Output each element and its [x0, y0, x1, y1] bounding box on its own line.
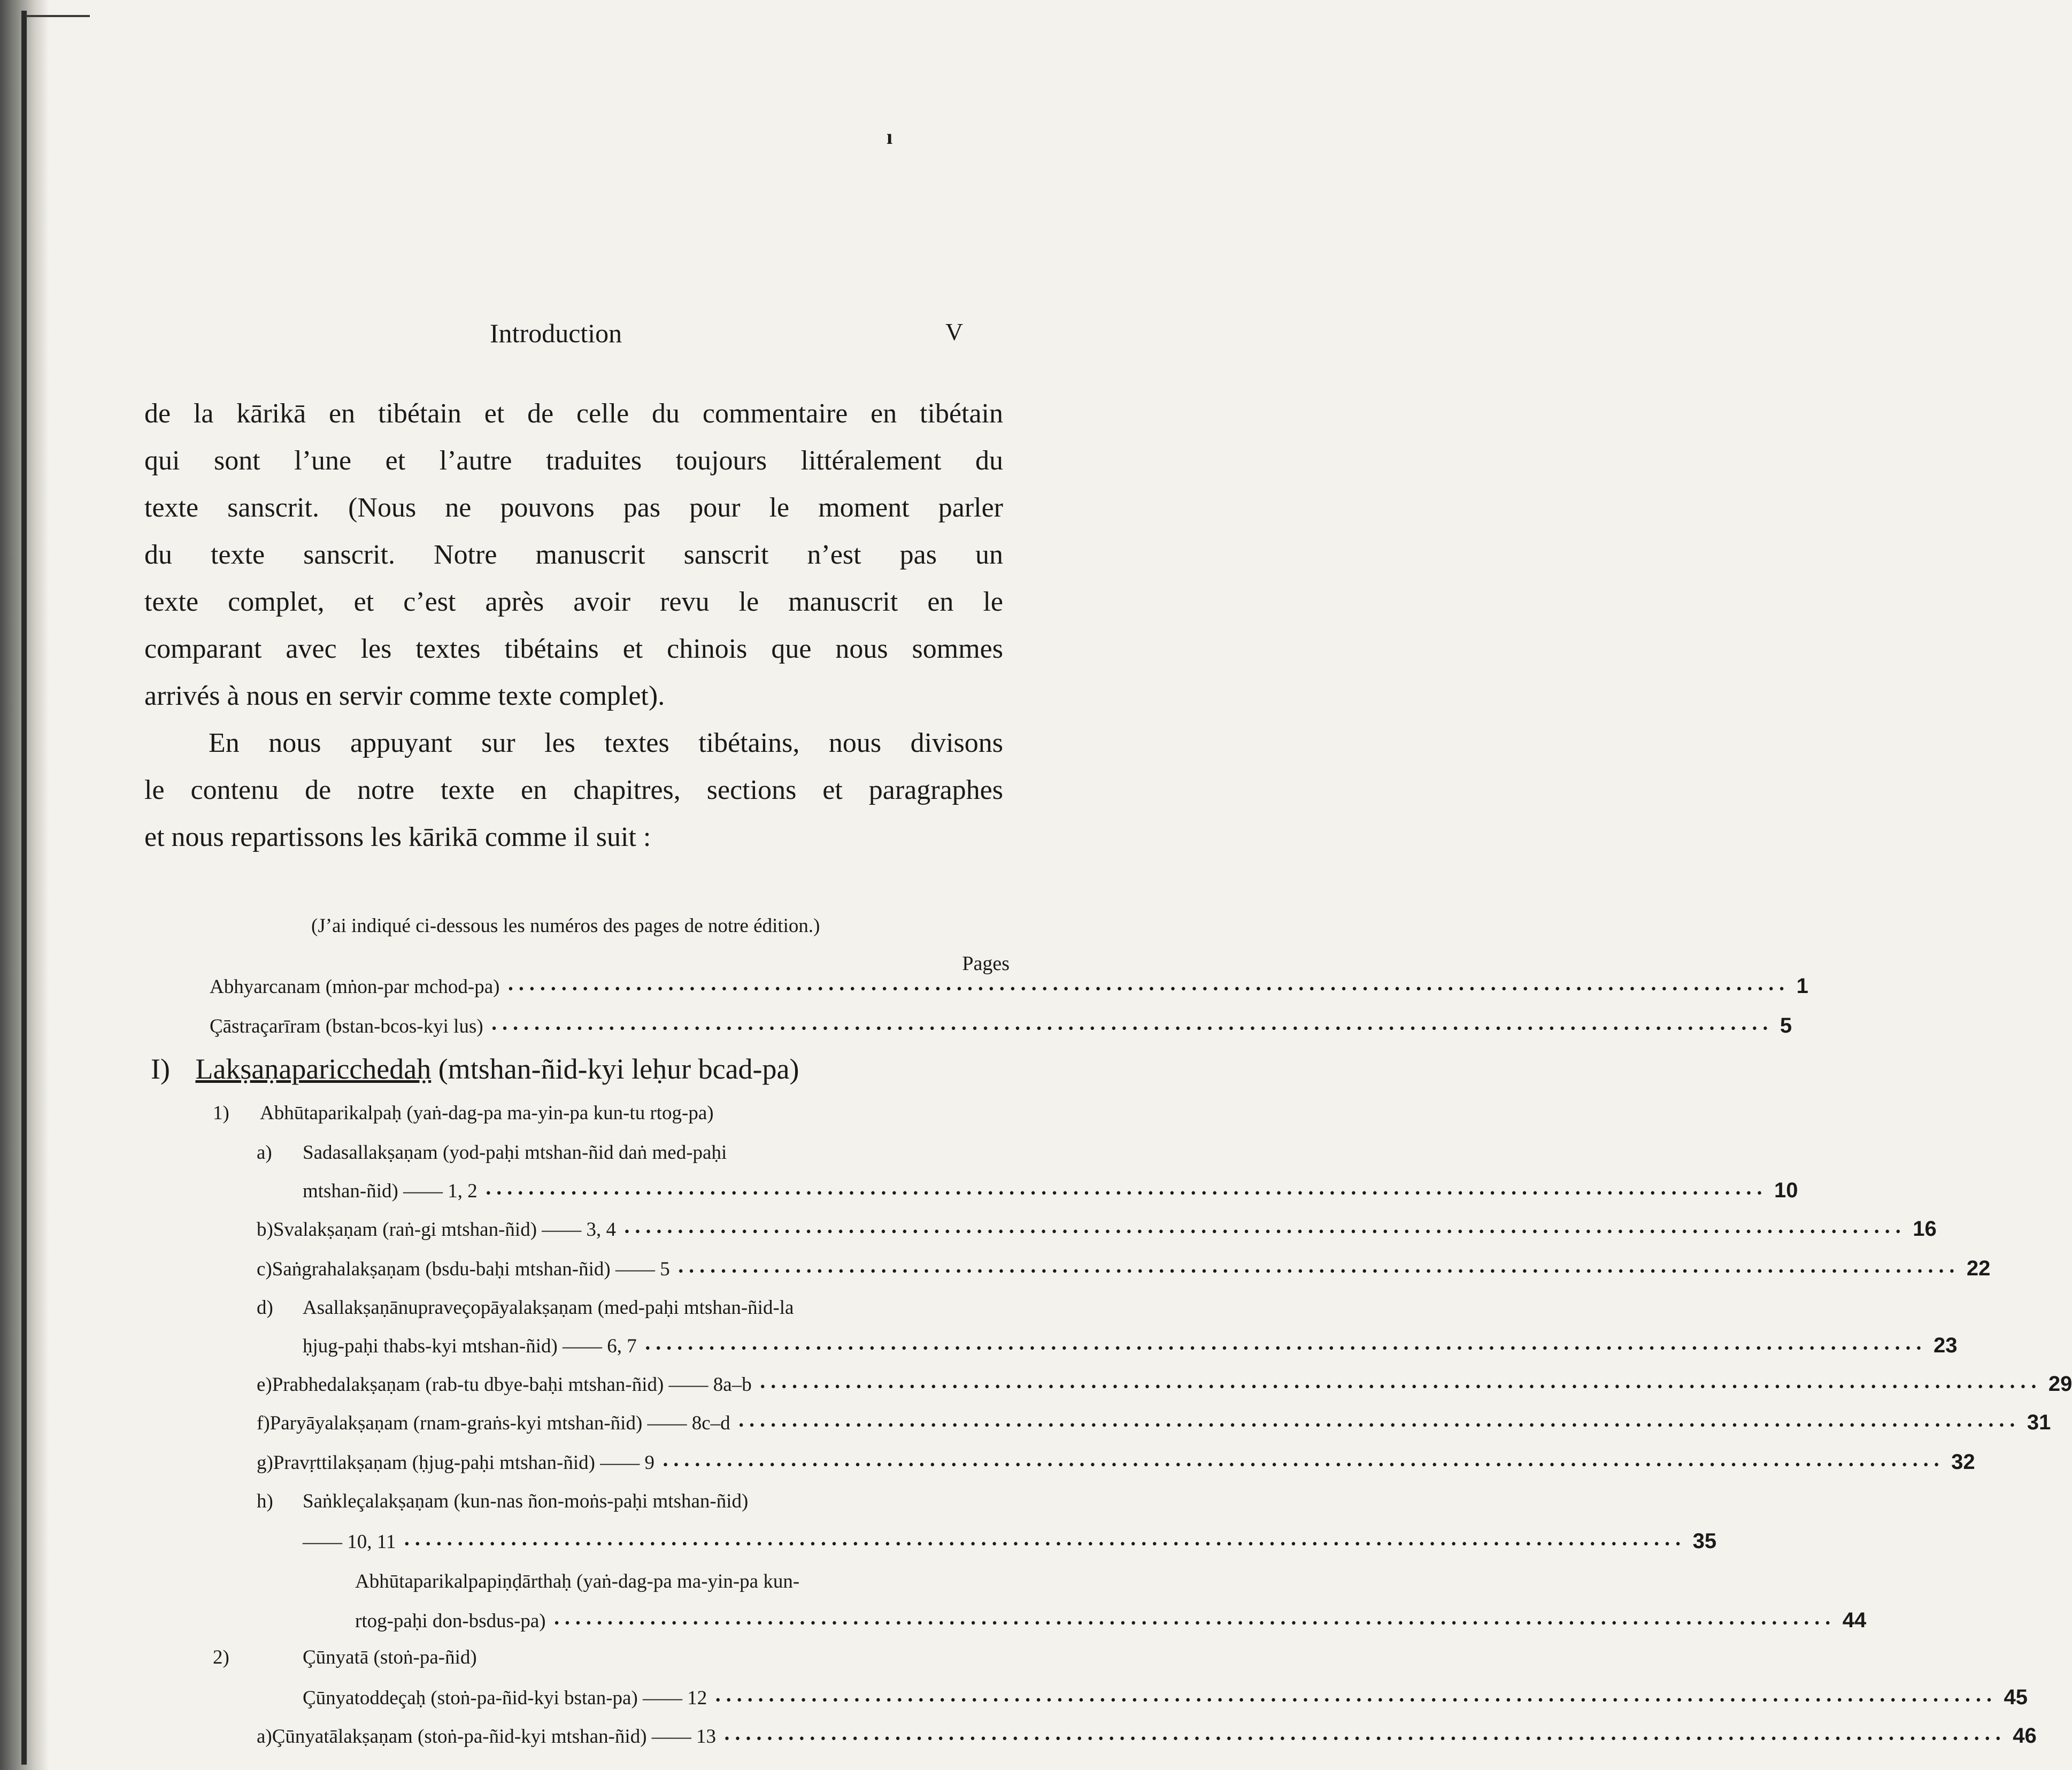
- entry-label: h): [257, 1490, 273, 1512]
- leader-dots: ••••••••••••••••••••••••••••••••••••••••••••••••••••••••••••••••••••••••••••••••••••••••••••••••••••••••••••••••••••••••: [677, 1265, 1959, 1279]
- toc-section: [213, 1646, 1010, 1678]
- leader-dots: ••••••••••••••••••••••••••••••••••••••••••••••••••••••••••••••••••••••••••••••••••••••••••••••••••••••••••••••••••••••••: [484, 1187, 1767, 1200]
- toc-page-number: 10: [1774, 1179, 1798, 1202]
- pages-column-header: Pages: [962, 952, 1010, 975]
- entry-label: c): [257, 1258, 272, 1280]
- toc-entry: [257, 1141, 1010, 1173]
- toc-section: [213, 1102, 1010, 1134]
- leader-dots: ••••••••••••••••••••••••••••••••••••••••••••••••••••••••••••••••••••••••••••••••••••••••••••••••••••••••••••••••••••••••: [507, 983, 1789, 996]
- leader-dots: ••••••••••••••••••••••••••••••••••••••••••••••••••••••••••••••••••••••••••••••••••••••••••••••••••••••••••••••••••••••••: [553, 1617, 1835, 1630]
- chapter-tibetan: (mtshan-ñid-kyi leḥur bcad-pa): [438, 1053, 799, 1085]
- toc-entry: [257, 1450, 1975, 1482]
- entry-label: b): [257, 1219, 273, 1241]
- leader-dots: ••••••••••••••••••••••••••••••••••••••••••••••••••••••••••••••••••••••••••••••••••••••••••••••••••••••••••••••••••••••••: [403, 1538, 1685, 1551]
- toc-entry: [257, 1257, 1991, 1289]
- toc-entry-title: —— 10, 11: [303, 1531, 396, 1553]
- section-title: Çūnyatā (stoṅ-pa-ñid): [303, 1646, 477, 1668]
- stray-mark: ı: [887, 125, 893, 149]
- binding-shadow-line: [21, 11, 27, 1765]
- leader-dots: ••••••••••••••••••••••••••••••••••••••••••••••••••••••••••••••••••••••••••••••••••••••••••••••••••••••••••••••••••••••••: [490, 1022, 1773, 1036]
- toc-entry: [257, 1296, 1010, 1328]
- toc-entry-title: Abhyarcanam (mṅon-par mchod-pa): [210, 976, 500, 998]
- toc-page-number: 1: [1796, 974, 1808, 998]
- section-label: 2): [213, 1646, 229, 1668]
- toc-entry-continuation: [355, 1609, 1867, 1641]
- toc-entry-title: Prabhedalakṣaṇam (rab-tu dbye-baḥi mtshan-ñid) —— 8a–b: [272, 1374, 752, 1396]
- toc-entry-title: Paryāyalakṣaṇam (rnam-graṅs-kyi mtshan-ñid) —— 8c–d: [269, 1412, 730, 1434]
- corner-mark: [26, 15, 90, 17]
- toc-entry-continuation: [303, 1179, 1798, 1211]
- toc-entry-title: ḥjug-paḥi thabs-kyi mtshan-ñid) —— 6, 7: [303, 1335, 637, 1357]
- page-number: V: [945, 318, 964, 345]
- toc-entry-title: Svalakṣaṇam (raṅ-gi mtshan-ñid) —— 3, 4: [273, 1219, 617, 1241]
- leader-dots: ••••••••••••••••••••••••••••••••••••••••••••••••••••••••••••••••••••••••••••••••••••••••••••••••••••••••••••••••••••••••: [759, 1381, 2041, 1394]
- toc-entry-continuation: [303, 1334, 1958, 1366]
- toc-entry-title: Çāstraçarīram (bstan-bcos-kyi lus): [210, 1015, 483, 1037]
- toc-entry: [355, 1570, 1010, 1602]
- toc-entry: [303, 1686, 2028, 1718]
- toc-note: (J’ai indiqué ci-dessous les numéros des pages de notre édition.): [311, 915, 820, 937]
- toc-entry-title: Abhūtaparikalpapiṇḍārthaḥ (yaṅ-dag-pa ma-yin-pa kun-: [355, 1571, 800, 1592]
- toc-entry-title: Çūnyatoddeçaḥ (stoṅ-pa-ñid-kyi bstan-pa) —— 12: [303, 1687, 707, 1709]
- body-line: comparant avec les textes tibétains et chinois que nous sommes: [144, 634, 1003, 664]
- toc-entry: [257, 1411, 2051, 1443]
- body-line: et nous repartissons les kārikā comme il suit :: [144, 822, 651, 852]
- leader-dots: ••••••••••••••••••••••••••••••••••••••••••••••••••••••••••••••••••••••••••••••••••••••••••••••••••••••••••••••••••••••••: [714, 1694, 1997, 1707]
- entry-label: a): [257, 1726, 272, 1748]
- body-line: de la kārikā en tibétain et de celle du commentaire en tibétain: [144, 398, 1003, 429]
- body-line: qui sont l’une et l’autre traduites toujours littéralement du: [144, 445, 1003, 476]
- body-line: du texte sanscrit. Notre manuscrit sanscrit n’est pas un: [144, 540, 1003, 570]
- toc-entry-title: Saṅgrahalakṣaṇam (bsdu-baḥi mtshan-ñid) —— 5: [272, 1258, 670, 1280]
- leader-dots: ••••••••••••••••••••••••••••••••••••••••••••••••••••••••••••••••••••••••••••••••••••••••••••••••••••••••••••••••••••••••: [644, 1342, 1926, 1356]
- toc-page-number: 5: [1780, 1014, 1792, 1037]
- entry-label: g): [257, 1452, 273, 1474]
- chapter-heading: [151, 1052, 799, 1086]
- chapter-title: Lakṣaṇaparicchedaḥ: [195, 1053, 432, 1085]
- toc-page-number: 44: [1842, 1609, 1867, 1632]
- toc-entry-title: mtshan-ñid) —— 1, 2: [303, 1180, 477, 1202]
- leader-dots: ••••••••••••••••••••••••••••••••••••••••••••••••••••••••••••••••••••••••••••••••••••••••••••••••••••••••••••••••••••••••: [737, 1419, 2020, 1433]
- toc-page-number: 22: [1966, 1257, 1991, 1280]
- toc-entry-title: Pravṛttilakṣaṇam (ḥjug-paḥi mtshan-ñid) —— 9: [273, 1452, 654, 1474]
- body-line: texte sanscrit. (Nous ne pouvons pas pour le moment parler: [144, 492, 1003, 523]
- body-text: [144, 390, 1003, 861]
- toc-entry: [257, 1490, 1010, 1522]
- toc-entry-title: Sadasallakṣaṇam (yod-paḥi mtshan-ñid daṅ med-paḥi: [303, 1142, 727, 1164]
- toc-page-number: 46: [2013, 1724, 2037, 1748]
- entry-label: f): [257, 1412, 270, 1434]
- toc-entry-continuation: [303, 1529, 1717, 1561]
- toc-entry: [257, 1724, 2037, 1756]
- toc-entry-title: rtog-paḥi don-bsdus-pa): [355, 1610, 546, 1632]
- entry-label: a): [257, 1142, 272, 1164]
- body-line: En nous appuyant sur les textes tibétains, nous divisons: [209, 728, 1003, 758]
- toc-entry: [257, 1372, 2072, 1404]
- toc-page-number: 35: [1692, 1529, 1717, 1553]
- section-label: 1): [213, 1102, 229, 1124]
- toc-page-number: 16: [1913, 1217, 1937, 1241]
- leader-dots: ••••••••••••••••••••••••••••••••••••••••••••••••••••••••••••••••••••••••••••••••••••••••••••••••••••••••••••••••••••••••: [723, 1733, 2006, 1746]
- toc-page-number: 31: [2027, 1411, 2051, 1434]
- toc-entry: [257, 1217, 1937, 1249]
- toc-entry: [210, 974, 1808, 1006]
- toc-entry-title: Çūnyatālakṣaṇam (stoṅ-pa-ñid-kyi mtshan-ñid) —— 13: [272, 1726, 717, 1748]
- body-line: arrivés à nous en servir comme texte complet).: [144, 681, 665, 711]
- body-line: le contenu de notre texte en chapitres, sections et paragraphes: [144, 775, 1003, 805]
- toc-page-number: 29: [2048, 1372, 2072, 1396]
- toc-page-number: 23: [1934, 1334, 1958, 1357]
- toc-entry: [210, 1014, 1792, 1046]
- section-title: Abhūtaparikalpaḥ (yaṅ-dag-pa ma-yin-pa kun-tu rtog-pa): [260, 1102, 714, 1124]
- running-title: Introduction: [490, 318, 622, 348]
- body-line: texte complet, et c’est après avoir revu le manuscrit en le: [144, 587, 1003, 617]
- toc-page-number: 45: [2004, 1686, 2028, 1709]
- toc-entry-title: Asallakṣaṇānupraveçopāyalakṣaṇam (med-paḥi mtshan-ñid-la: [303, 1297, 794, 1319]
- leader-dots: ••••••••••••••••••••••••••••••••••••••••••••••••••••••••••••••••••••••••••••••••••••••••••••••••••••••••••••••••••••••••: [623, 1226, 1906, 1239]
- entry-label: e): [257, 1374, 272, 1396]
- leader-dots: ••••••••••••••••••••••••••••••••••••••••••••••••••••••••••••••••••••••••••••••••••••••••••••••••••••••••••••••••••••••••: [661, 1459, 1944, 1472]
- toc-page-number: 32: [1951, 1450, 1975, 1474]
- chapter-number: I): [151, 1053, 170, 1085]
- toc-entry-title: Saṅkleçalakṣaṇam (kun-nas ñon-moṅs-paḥi mtshan-ñid): [303, 1490, 749, 1512]
- entry-label: d): [257, 1297, 273, 1319]
